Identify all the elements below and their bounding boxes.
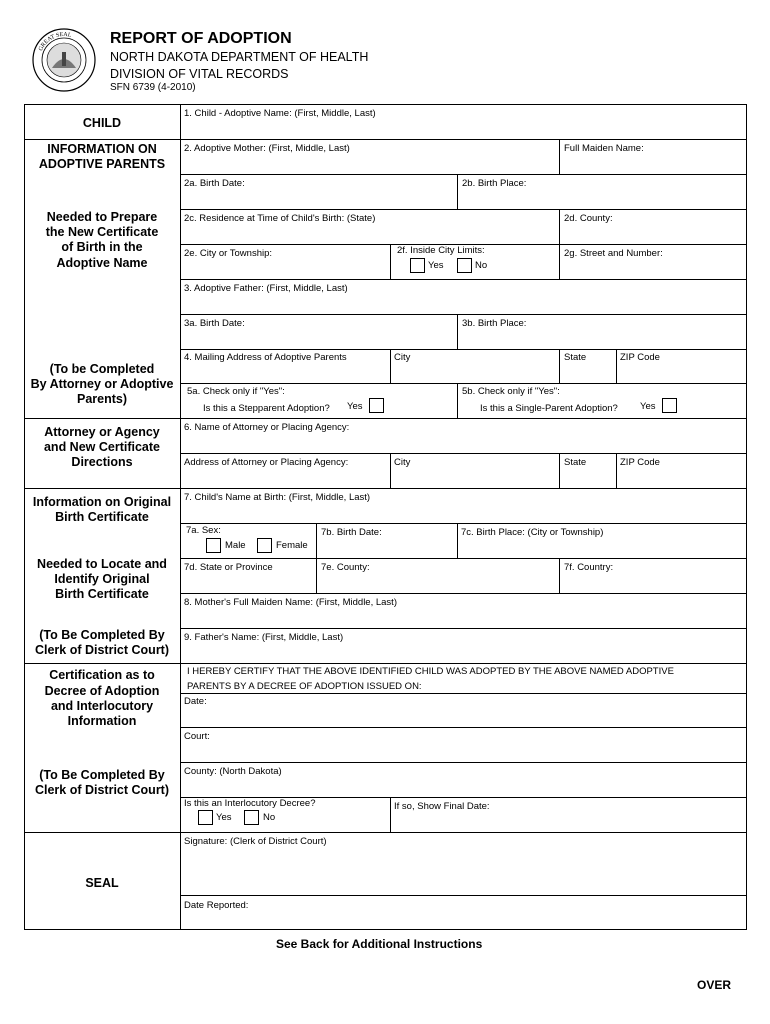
locate-line-3: Birth Certificate xyxy=(55,587,149,601)
section-child: CHILD xyxy=(82,116,122,130)
field-3a-birth-date[interactable]: 3a. Birth Date: xyxy=(184,318,245,329)
label-interlocutory-yes: Yes xyxy=(216,812,232,823)
field-final-date[interactable]: If so, Show Final Date: xyxy=(394,801,490,812)
form-title: REPORT OF ADOPTION xyxy=(110,30,292,47)
attorney-line-1: Attorney or Agency xyxy=(44,425,160,439)
field-7a-sex: 7a. Sex: xyxy=(186,525,221,536)
field-6-address[interactable]: Address of Attorney or Placing Agency: xyxy=(184,457,349,468)
field-8-mother-maiden[interactable]: 8. Mother's Full Maiden Name: (First, Middle, Last) xyxy=(184,597,397,608)
field-2e-city[interactable]: 2e. City or Township: xyxy=(184,248,273,259)
cert-line-2: Decree of Adoption xyxy=(44,684,160,698)
checkbox-5a-stepparent[interactable] xyxy=(369,398,384,413)
certify-line-1: I HEREBY CERTIFY THAT THE ABOVE IDENTIFIED CHILD WAS ADOPTED BY THE ABOVE NAMED ADOPTIVE xyxy=(187,666,674,677)
checkbox-7a-female[interactable] xyxy=(257,538,272,553)
completed-by-3: Parents) xyxy=(76,392,128,406)
field-2-adoptive-mother[interactable]: 2. Adoptive Mother: (First, Middle, Last) xyxy=(184,143,350,154)
checkbox-2f-no[interactable] xyxy=(457,258,472,273)
field-2c-residence[interactable]: 2c. Residence at Time of Child's Birth: (State) xyxy=(184,213,376,224)
needed-line-2: the New Certificate xyxy=(45,225,159,239)
clerk-line-2: Clerk of District Court) xyxy=(34,643,170,657)
label-2f-yes: Yes xyxy=(428,260,444,271)
field-2a-birth-date[interactable]: 2a. Birth Date: xyxy=(184,178,245,189)
original-line-2: Birth Certificate xyxy=(55,510,149,524)
form-number: SFN 6739 (4-2010) xyxy=(110,82,196,93)
field-3-adoptive-father[interactable]: 3. Adoptive Father: (First, Middle, Last) xyxy=(184,283,348,294)
completed-by-1: (To be Completed xyxy=(49,362,155,376)
clerk2-line-2: Clerk of District Court) xyxy=(34,783,170,797)
field-2d-county[interactable]: 2d. County: xyxy=(564,213,613,224)
label-2f-no: No xyxy=(475,260,488,271)
field-1-child-adoptive-name[interactable]: 1. Child - Adoptive Name: (First, Middle, Last) xyxy=(184,108,376,119)
state-seal-image xyxy=(32,28,96,92)
field-court[interactable]: Court: xyxy=(184,731,210,742)
label-7a-female: Female xyxy=(276,540,308,551)
svg-text:GREAT SEAL: GREAT SEAL xyxy=(38,31,73,53)
label-5b-yes: Yes xyxy=(640,401,656,412)
field-5a-question: Is this a Stepparent Adoption? xyxy=(203,403,330,414)
completed-by-2: By Attorney or Adoptive xyxy=(30,377,174,391)
original-line-1: Information on Original xyxy=(32,495,172,509)
field-4-state[interactable]: State xyxy=(564,352,587,363)
section-adoptive-1: INFORMATION ON xyxy=(47,142,157,156)
field-2b-birth-place[interactable]: 2b. Birth Place: xyxy=(462,178,527,189)
field-3b-birth-place[interactable]: 3b. Birth Place: xyxy=(462,318,527,329)
clerk-line-1: (To Be Completed By xyxy=(39,628,165,642)
checkbox-interlocutory-no[interactable] xyxy=(244,810,259,825)
field-date[interactable]: Date: xyxy=(184,696,207,707)
needed-line-4: Adoptive Name xyxy=(56,256,148,270)
clerk2-line-1: (To Be Completed By xyxy=(39,768,165,782)
field-4-city[interactable]: City xyxy=(394,352,411,363)
field-interlocutory: Is this an Interlocutory Decree? xyxy=(184,798,316,809)
field-6-attorney[interactable]: 6. Name of Attorney or Placing Agency: xyxy=(184,422,350,433)
field-4-zip[interactable]: ZIP Code xyxy=(620,352,660,363)
field-4-mailing-address[interactable]: 4. Mailing Address of Adoptive Parents xyxy=(184,352,347,363)
locate-line-2: Identify Original xyxy=(54,572,150,586)
field-full-maiden-name[interactable]: Full Maiden Name: xyxy=(564,143,644,154)
checkbox-5b-single-parent[interactable] xyxy=(662,398,677,413)
field-6-city[interactable]: City xyxy=(394,457,411,468)
field-6-zip[interactable]: ZIP Code xyxy=(620,457,660,468)
over-label: OVER xyxy=(697,978,732,992)
division-name: DIVISION OF VITAL RECORDS xyxy=(110,67,289,81)
department-name: NORTH DAKOTA DEPARTMENT OF HEALTH xyxy=(110,50,369,64)
needed-line-3: of Birth in the xyxy=(61,240,143,254)
section-adoptive-2: ADOPTIVE PARENTS xyxy=(38,157,166,171)
field-5b-label: 5b. Check only if "Yes": xyxy=(462,386,560,397)
field-2g-street[interactable]: 2g. Street and Number: xyxy=(564,248,663,259)
label-interlocutory-no: No xyxy=(263,812,276,823)
field-7e-county[interactable]: 7e. County: xyxy=(321,562,370,573)
field-date-reported[interactable]: Date Reported: xyxy=(184,900,249,911)
cert-line-3: and Interlocutory xyxy=(50,699,154,713)
field-7b-birth-date[interactable]: 7b. Birth Date: xyxy=(321,527,382,538)
checkbox-7a-male[interactable] xyxy=(206,538,221,553)
field-7d-state[interactable]: 7d. State or Province xyxy=(184,562,273,573)
attorney-line-3: Directions xyxy=(71,455,133,469)
needed-line-1: Needed to Prepare xyxy=(46,210,158,224)
attorney-line-2: and New Certificate xyxy=(43,440,160,454)
cert-line-4: Information xyxy=(67,714,137,728)
field-5a-label: 5a. Check only if "Yes": xyxy=(187,386,285,397)
checkbox-2f-yes[interactable] xyxy=(410,258,425,273)
checkbox-interlocutory-yes[interactable] xyxy=(198,810,213,825)
label-5a-yes: Yes xyxy=(347,401,363,412)
seal-label: SEAL xyxy=(85,876,119,890)
field-7c-birth-place[interactable]: 7c. Birth Place: (City or Township) xyxy=(461,527,604,538)
locate-line-1: Needed to Locate and xyxy=(37,557,167,571)
field-7f-country[interactable]: 7f. Country: xyxy=(564,562,614,573)
cert-line-1: Certification as to xyxy=(49,668,155,682)
field-9-father-name[interactable]: 9. Father's Name: (First, Middle, Last) xyxy=(184,632,344,643)
field-2f-inside-city: 2f. Inside City Limits: xyxy=(397,245,485,256)
field-county[interactable]: County: (North Dakota) xyxy=(184,766,282,777)
field-7-birth-name[interactable]: 7. Child's Name at Birth: (First, Middle, Last) xyxy=(184,492,371,503)
field-6-state[interactable]: State xyxy=(564,457,587,468)
certify-line-2: PARENTS BY A DECREE OF ADOPTION ISSUED ON: xyxy=(187,681,422,692)
label-7a-male: Male xyxy=(225,540,246,551)
field-signature[interactable]: Signature: (Clerk of District Court) xyxy=(184,836,327,847)
see-back-note: See Back for Additional Instructions xyxy=(276,937,483,951)
field-5b-question: Is this a Single-Parent Adoption? xyxy=(480,403,618,414)
